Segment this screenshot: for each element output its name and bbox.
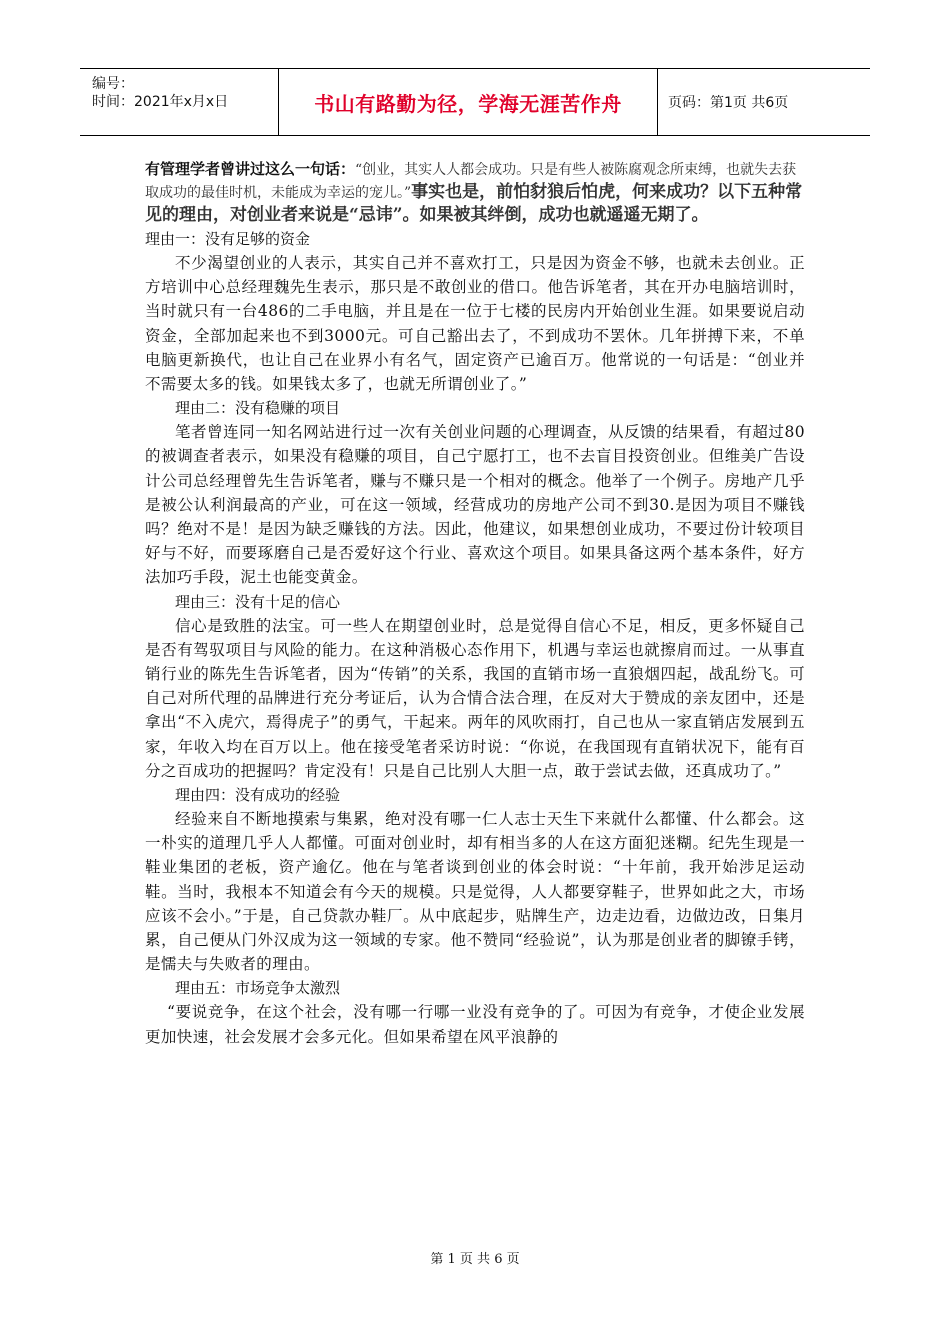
section-text-5: “要说竞争，在这个社会，没有哪一行哪一业没有竞争的了。可因为有竞争，才使企业发展更加快速，社会发展才会多元化。但如果希望在风平浪静的: [145, 1003, 805, 1046]
section-heading-5: 理由五：市场竞争太激烈: [175, 979, 341, 998]
header-page-label: 页码：第1页 共6页: [668, 95, 789, 111]
page-footer: [0, 1248, 950, 1267]
section-text-3: 信心是致胜的法宝。可一些人在期望创业时，总是觉得自信心不足，相反，更多怀疑自己是否有驾驭项目与风险的能力。在这种消极心态作用下，机遇与幸运也就擦肩而过。一从事直销行业的陈先生告诉笔者，因为“传销”的关系，我国的直销市场一直狼烟四起，战乱纷飞。可自己对所代理的品牌进行充分考证后，认为合情合法合理，在反对大于赞成的亲友团中，还是拿出“不入虎穴，焉得虎子”的勇气，干起来。两年的风吹雨打，自己也从一家直销店发展到五家，年收入均在百万以上。他在接受笔者采访时说：“你说，在我国现有直销状况下，能有百分之百成功的把握吗？肯定没有！只是自己比别人大胆一点，敢于尝试去做，还真成功了。”: [145, 616, 805, 780]
intro-lead: 有管理学者曾讲过这么一句话：: [145, 160, 356, 178]
section-text-2: 笔者曾连同一知名网站进行过一次有关创业问题的心理调查，从反馈的结果看，有超过80的被调查者表示，如果没有稳赚的项目，自己宁愿打工，也不去盲目投资创业。但维美广告设计公司总经理曾先生告诉笔者，赚与不赚只是一个相对的概念。他举了一个例子。房地产几乎是被公认利润最高的产业，可在这一领域，经营成功的房地产公司不到30.是因为项目不赚钱吗？绝对不是！是因为缺乏赚钱的方法。因此，他建议，如果想创业成功，不要过份计较项目好与不好，而要琢磨自己是否爱好这个行业、喜欢这个项目。如果具备这两个基本条件，好方法加巧手段，泥土也能变黄金。: [145, 423, 805, 587]
footer-page-number: 第 1 页 共 6 页: [430, 1252, 520, 1267]
section-text-1: 不少渴望创业的人表示，其实自己并不喜欢打工，只是因为资金不够，也就未去创业。正方培训中心总经理魏先生表示，那只是不敢创业的借口。他告诉笔者，其在开办电脑培训时，当时就只有一台486的二手电脑，并且是在一位于七楼的民房内开始创业生涯。如果要说启动资金，全部加起来也不到3000元。可自己豁出去了，不到成功不罢休。几年拼搏下来，不单电脑更新换代，也让自己在业界小有名气，固定资产已逾百万。他常说的一句话是：“创业并不需要太多的钱。如果钱太多了，也就无所谓创业了。”: [145, 254, 805, 394]
document-time-label: 时间：2021年x月x日: [92, 94, 229, 110]
section-heading-4: 理由四：没有成功的经验: [175, 786, 341, 805]
document-number-label: 编号：: [92, 76, 134, 92]
section-text-4: 经验来自不断地摸索与集累，绝对没有哪一仁人志士天生下来就什么都懂、什么都会。这一朴实的道理几乎人人都懂。可面对创业时，却有相当多的人在这方面犯迷糊。纪先生现是一鞋业集团的老板，资产逾亿。他在与笔者谈到创业的体会时说：“十年前，我开始涉足运动鞋。当时，我根本不知道会有今天的规模。只是觉得，人人都要穿鞋子，世界如此之大，市场应该不会小。”于是，自己贷款办鞋厂。从中底起步，贴牌生产，边走边看，边做边改，日集月累，自己便从门外汉成为这一领域的专家。他不赞同“经验说”，认为那是创业者的脚镣手铐，是懦夫与失败者的理由。: [145, 810, 805, 974]
section-heading-1: 理由一：没有足够的资金: [145, 230, 311, 248]
section-heading-2: 理由二：没有稳赚的项目: [175, 399, 341, 418]
header-motto: [279, 69, 658, 135]
header-meta: [80, 69, 279, 135]
article-body: [145, 158, 805, 1049]
header-page-number: [658, 69, 880, 135]
section-heading-3: 理由三：没有十足的信心: [175, 592, 341, 611]
intro-bold: 事实也是，前怕豺狼后怕虎，何来成功？以下五种常见的理由，对创业者来说是“忌讳”。如果被其绊倒，成功也就遥遥无期了。: [145, 182, 803, 225]
intro-quote: “创业，其实人人都会成功。只是有些人被陈腐观念所束缚，也就失去获取成功的最佳时机，未能成为幸运的宠儿。”: [145, 162, 797, 201]
motto-text: 书山有路勤为径，学海无涯苦作舟: [314, 91, 622, 116]
intro-paragraph: [145, 158, 805, 227]
page-header: [80, 68, 870, 136]
